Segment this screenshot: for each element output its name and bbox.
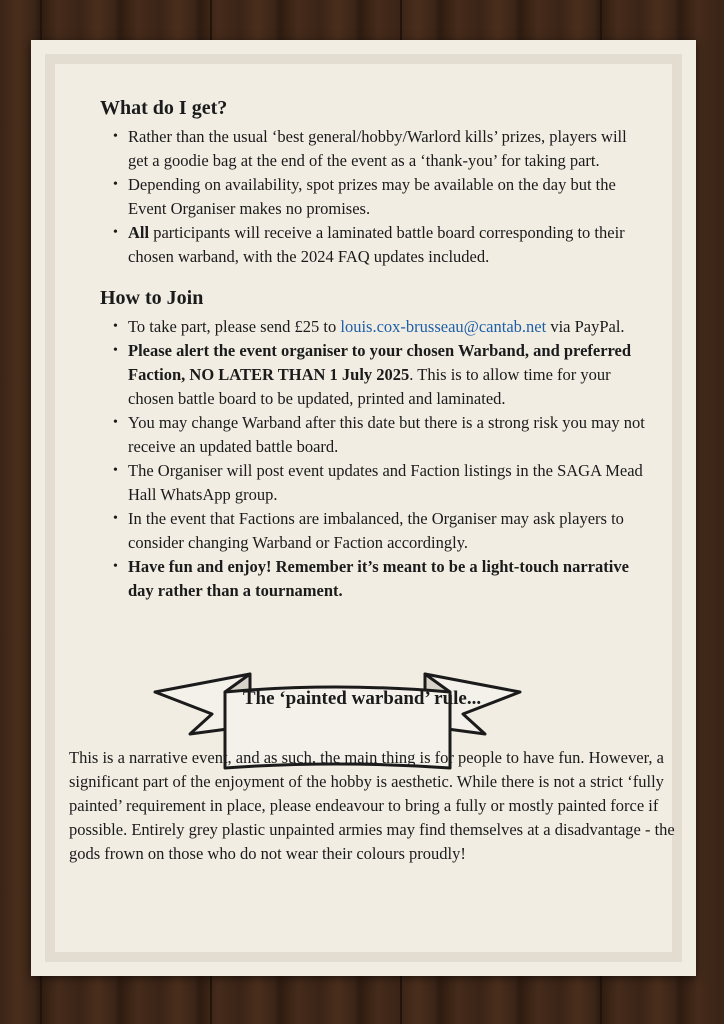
join-list bbox=[100, 315, 648, 603]
list-item-text: . This is to allow time for your chosen battle board to be updated, printed and laminated. bbox=[128, 365, 611, 408]
list-item: • You may change Warband after this date but there is a strong risk you may not receive an updated battle board. bbox=[100, 411, 648, 459]
bold-text: Have fun and enjoy! Remember it’s meant to be a light-touch narrative day rather than a tournament. bbox=[128, 557, 629, 600]
list-item bbox=[100, 555, 648, 603]
list-item bbox=[100, 315, 648, 339]
email-link[interactable]: louis.cox-brusseau@cantab.net bbox=[340, 317, 547, 336]
page-content bbox=[100, 95, 648, 603]
banner-title: The ‘painted warband’ rule... bbox=[242, 688, 482, 709]
prizes-list bbox=[100, 125, 648, 269]
bold-text: All bbox=[128, 223, 150, 242]
list-item-text: participants will receive a laminated battle board corresponding to their chosen warband, with the 2024 FAQ updates included. bbox=[128, 223, 625, 266]
list-item bbox=[100, 221, 648, 269]
list-item: • In the event that Factions are imbalanced, the Organiser may ask players to consider changing Warband or Faction accordingly. bbox=[100, 507, 648, 555]
section-heading-what-do-i-get: What do I get? bbox=[100, 97, 228, 119]
list-item: • Depending on availability, spot prizes may be available on the day but the Event Organiser makes no promises. bbox=[100, 173, 648, 221]
list-item: • The Organiser will post event updates and Faction listings in the SAGA Mead Hall WhatsApp group. bbox=[100, 459, 648, 507]
section-heading-how-to-join: How to Join bbox=[100, 287, 204, 309]
list-item-text: via PayPal. bbox=[546, 317, 625, 336]
bold-text: Please alert the event organiser to your chosen Warband, and preferred Faction, NO LATER THAN 1 July 2025 bbox=[128, 341, 632, 384]
list-item-text: To take part, please send £25 to bbox=[128, 317, 341, 336]
painted-rule-paragraph: This is a narrative event, and as such, the main thing is for people to have fun. However, a significant part of the enjoyment of the hobby is aesthetic. While there is not a strict ‘fully painted’ requirement in place, please endeavour to bring a fully or mostly painted force if possible. Entirely grey plastic unpainted armies may find themselves at a disadvantage - the gods frown on those who do not wear their colours proudly! bbox=[69, 748, 675, 863]
list-item bbox=[100, 339, 648, 411]
list-item: • Rather than the usual ‘best general/hobby/Warlord kills’ prizes, players will get a goodie bag at the end of the event as a ‘thank-you’ for taking part. bbox=[100, 125, 648, 173]
